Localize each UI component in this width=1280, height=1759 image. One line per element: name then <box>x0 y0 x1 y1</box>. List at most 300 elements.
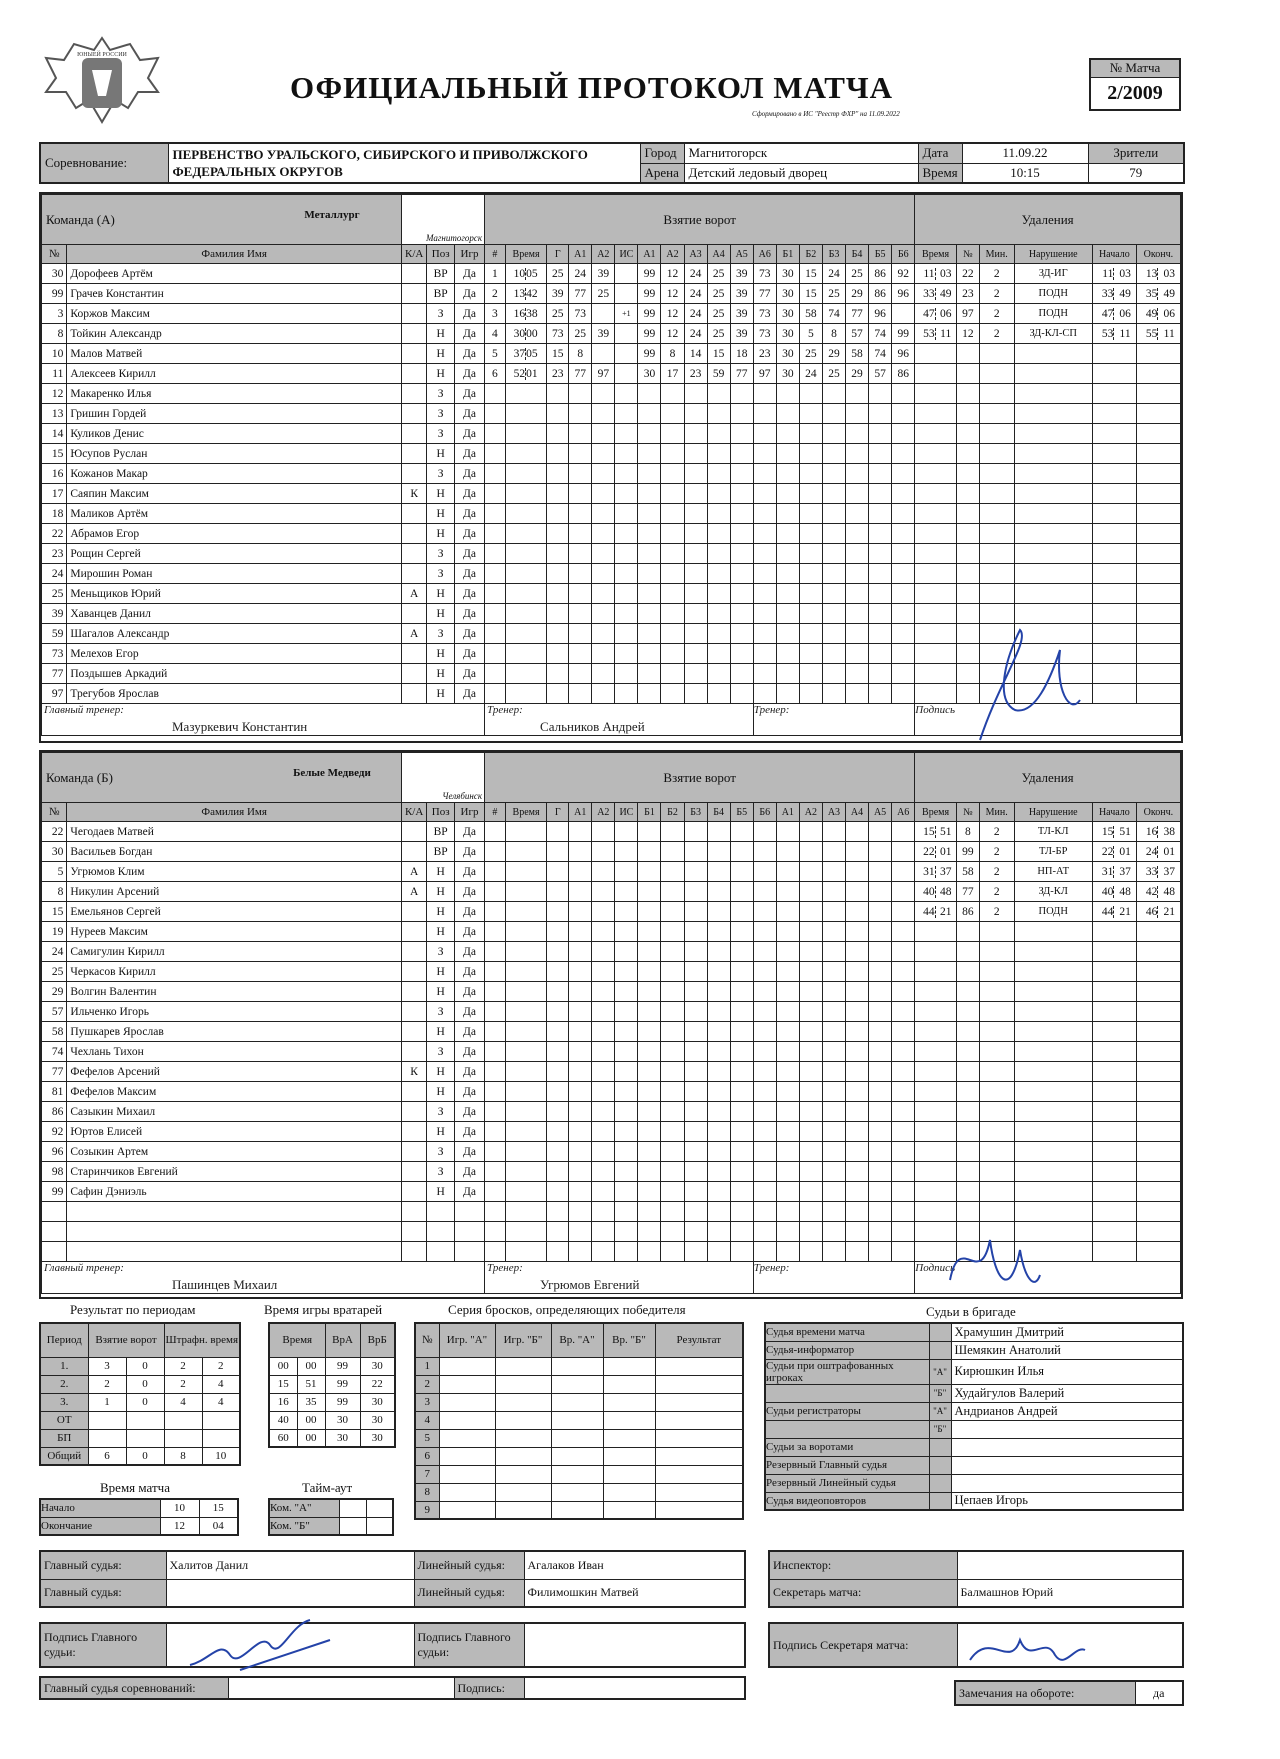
shootout-cell <box>655 1393 743 1411</box>
team_a-goal-empty <box>485 664 506 684</box>
team_b-goal-empty <box>684 1062 707 1082</box>
team_b-player-igr: Да <box>455 1122 485 1142</box>
team_a-goal-empty <box>485 684 506 704</box>
team_a-pen-empty <box>1014 484 1092 504</box>
team_b-goal-empty <box>569 1042 592 1062</box>
logo-text: ЮНЫЕЙ РОССИИ <box>77 52 127 58</box>
team_a-player-name: Хаванцев Данил <box>67 604 402 624</box>
team_a-goal-empty <box>485 624 506 644</box>
team_a-goal-empty <box>684 404 707 424</box>
team_b-player-pos: З <box>427 1042 455 1062</box>
team_a-pen-empty <box>1092 364 1136 384</box>
team_a-goal-empty <box>569 564 592 584</box>
team_a-goal-empty <box>753 664 776 684</box>
team_b-goal-empty <box>776 882 799 902</box>
team_b-goal-empty <box>707 922 730 942</box>
brigade-side: "Б" <box>929 1384 951 1402</box>
team_a-goal-empty <box>869 504 892 524</box>
team_b-goal-empty <box>730 1042 753 1062</box>
team_a-player-name: Малов Матвей <box>67 344 402 364</box>
team_a-player-igr: Да <box>455 384 485 404</box>
team_a-goal-empty <box>547 644 569 664</box>
team_b-player-pos: ВР <box>427 842 455 862</box>
team_a-player-num: 97 <box>42 684 67 704</box>
team_a-goal-empty <box>638 464 661 484</box>
team_a-goal-empty <box>799 484 822 504</box>
team_b-goal-empty <box>776 1202 799 1222</box>
team_a-player-name: Абрамов Егор <box>67 524 402 544</box>
team_b-player-name: Ильченко Игорь <box>67 1002 402 1022</box>
team_b-player-name <box>67 1222 402 1242</box>
team_b-goal-empty <box>684 1102 707 1122</box>
team_a-player-ka: А <box>401 624 426 644</box>
brigade-role: Судья-информатор <box>765 1341 929 1359</box>
time-value: 10:15 <box>962 163 1088 183</box>
team_a-goal-empty <box>592 464 615 484</box>
periods-title: Результат по периодам <box>70 1302 196 1317</box>
team_b-goal-empty <box>799 922 822 942</box>
team_b-goal-empty <box>799 1142 822 1162</box>
period-cell: 3. <box>40 1393 88 1411</box>
team_b-goal-empty <box>799 1162 822 1182</box>
team_b-player-num: 96 <box>42 1142 67 1162</box>
team_b-player-name: Фефелов Максим <box>67 1082 402 1102</box>
team_b-goal-empty <box>661 1042 684 1062</box>
team_a-goal-val: 96 <box>892 284 915 304</box>
team_a-player-ka <box>401 504 426 524</box>
team_a-player-name: Коржов Максим <box>67 304 402 324</box>
team_b-player-ka <box>401 982 426 1002</box>
team_b-goal-empty <box>638 1082 661 1102</box>
brigade-name: Шемякин Анатолий <box>951 1341 1183 1359</box>
team_b-goal-empty <box>615 882 638 902</box>
team_b-goal-empty <box>505 922 547 942</box>
team_b-goal-empty <box>869 1002 892 1022</box>
team_b-player-igr: Да <box>455 942 485 962</box>
team_a-player-pos: Н <box>427 344 455 364</box>
team_b-pen-empty <box>1014 922 1092 942</box>
team_b-col-pos: Поз <box>427 803 455 822</box>
match-time-title: Время матча <box>100 1480 170 1495</box>
team_b-goal-empty <box>707 1182 730 1202</box>
team_a-goal-empty <box>730 564 753 584</box>
team_a-goal-empty <box>615 444 638 464</box>
team_a-goal-empty <box>684 484 707 504</box>
team_b-goal-empty <box>892 822 915 842</box>
team_a-pen-empty <box>1092 344 1136 364</box>
team_a-goal-empty <box>485 644 506 664</box>
brigade-role: Судьи при оштрафованных игроках <box>765 1359 929 1384</box>
team_a-goal-empty <box>485 604 506 624</box>
team_a-pen-empty <box>915 504 957 524</box>
team_b-goal-empty <box>707 1102 730 1122</box>
team_a-pen-empty <box>1092 504 1136 524</box>
team_b-pen-empty <box>915 1162 957 1182</box>
team_a-goal-empty <box>505 384 547 404</box>
team_a-pen-reason: ПОДН <box>1014 304 1092 324</box>
team_a-goal-empty <box>615 484 638 504</box>
team_b-pen-time: 31 37 <box>915 862 957 882</box>
team_b-player-num: 15 <box>42 902 67 922</box>
brigade-role: Судьи за воротами <box>765 1438 929 1456</box>
team_b-goal-empty <box>730 822 753 842</box>
team_b-pen-end: 24 01 <box>1136 842 1180 862</box>
team_a-player-ka <box>401 284 426 304</box>
team_b-player-pos: Н <box>427 1022 455 1042</box>
team_b-pen-empty <box>1014 1142 1092 1162</box>
team_a-goal-empty <box>869 624 892 644</box>
period-cell <box>164 1411 202 1429</box>
brigade-side <box>929 1456 951 1474</box>
remarks-value: да <box>1135 1681 1183 1705</box>
team_a-goal-empty <box>822 624 845 644</box>
team_b-goal-empty <box>661 942 684 962</box>
shootout-cell <box>495 1501 551 1519</box>
team_b-goal-empty <box>569 1242 592 1262</box>
team_a-goal-empty <box>505 684 547 704</box>
team_a-goal-empty <box>799 584 822 604</box>
team_a-goal-empty <box>684 564 707 584</box>
team_a-goal-val: 24 <box>799 364 822 384</box>
team_a-player-name: Маликов Артём <box>67 504 402 524</box>
team_a-goal-empty <box>569 684 592 704</box>
team_b-pen-start: 44 21 <box>1092 902 1136 922</box>
team_b-pen-empty <box>1092 1102 1136 1122</box>
team_a-goal-empty <box>569 624 592 644</box>
team_a-goal-empty <box>592 524 615 544</box>
team_b-player-igr: Да <box>455 902 485 922</box>
team_b-goal-empty <box>892 1062 915 1082</box>
goalie-cell: 30 <box>360 1411 395 1429</box>
referee-label: Главный судья: <box>40 1551 166 1579</box>
team_b-goal-empty <box>592 1222 615 1242</box>
shootout-cell <box>495 1483 551 1501</box>
brigade-name: Андрианов Андрей <box>951 1402 1183 1420</box>
team_a-pen-num: 23 <box>956 284 979 304</box>
brigade-name: Худайгулов Валерий <box>951 1384 1183 1402</box>
team_a-goal-empty <box>730 584 753 604</box>
team_a-goal-empty <box>753 404 776 424</box>
team_a-goal-empty <box>684 544 707 564</box>
goalie-col-time: Время <box>269 1323 325 1357</box>
team_b-pen-col-4: Начало <box>1092 803 1136 822</box>
team_a-goal-val: 8 <box>661 344 684 364</box>
team_b-goal-empty <box>869 1142 892 1162</box>
team_b-pen-min: 2 <box>979 862 1014 882</box>
shootout-cell <box>551 1483 603 1501</box>
team_a-pen-empty <box>979 404 1014 424</box>
team_b-goal-empty <box>799 942 822 962</box>
team_a-player-ka <box>401 644 426 664</box>
team_a-goal-empty <box>822 424 845 444</box>
team_b-goal-empty <box>684 1122 707 1142</box>
remarks-row <box>954 1680 1184 1706</box>
team_a-goal-empty <box>505 584 547 604</box>
team_a-goal-empty <box>505 624 547 644</box>
date-label: Дата <box>918 143 962 163</box>
team_a-pen-empty <box>1014 384 1092 404</box>
brigade-name: Кирюшкин Илья <box>951 1359 1183 1384</box>
team_b-goal-empty <box>822 822 845 842</box>
team_b-goal-empty <box>776 982 799 1002</box>
team_b-goal-empty <box>638 1142 661 1162</box>
team_b-goal-empty <box>485 982 506 1002</box>
team_b-goal-empty <box>707 882 730 902</box>
team_b-goal-empty <box>776 1142 799 1162</box>
team_b-player-ka <box>401 1002 426 1022</box>
timeout-title: Тайм-аут <box>302 1480 353 1495</box>
team_b-pen-empty <box>979 1062 1014 1082</box>
team_b-player-ka <box>401 1162 426 1182</box>
team_b-pen-empty <box>915 1122 957 1142</box>
secretary-value: Балмашнов Юрий <box>957 1579 1183 1607</box>
team_b-goal-empty <box>547 882 569 902</box>
team_a-goal-val: 74 <box>869 344 892 364</box>
brigade-side <box>929 1492 951 1510</box>
team_b-pen-min: 2 <box>979 882 1014 902</box>
team_b-pen-empty <box>1014 982 1092 1002</box>
team_b-goal-empty <box>776 1162 799 1182</box>
team_b-goal-empty <box>485 1202 506 1222</box>
match-number-box <box>1089 58 1181 111</box>
shootout-cell <box>439 1411 495 1429</box>
team_a-pen-empty <box>979 584 1014 604</box>
team_a-goal-empty <box>869 464 892 484</box>
shootout-cell <box>655 1447 743 1465</box>
team_b-goal-empty <box>845 902 868 922</box>
team_a-goal-empty <box>547 664 569 684</box>
team_b-goal-empty <box>776 822 799 842</box>
team_b-goal-empty <box>845 1222 868 1242</box>
team_a-pen-empty <box>1136 444 1180 464</box>
brigade-role: Резервный Главный судья <box>765 1456 929 1474</box>
team_b-pen-empty <box>1092 982 1136 1002</box>
team_a-player-name: Куликов Денис <box>67 424 402 444</box>
team_a-player-igr: Да <box>455 644 485 664</box>
team_a-goal-empty <box>845 384 868 404</box>
remarks-label: Замечания на обороте: <box>955 1681 1135 1705</box>
team_b-goal-empty <box>505 1142 547 1162</box>
team_a-col-pos: Поз <box>427 245 455 264</box>
team_b-goal-empty <box>869 1062 892 1082</box>
team_b-player-igr: Да <box>455 1022 485 1042</box>
team_a-goal-empty <box>776 584 799 604</box>
team_b-goal-empty <box>638 1242 661 1262</box>
team_b-goal-empty <box>684 922 707 942</box>
team_a-goal-val: 86 <box>869 284 892 304</box>
team_b-pen-empty <box>979 1042 1014 1062</box>
team_a-goal-empty <box>485 484 506 504</box>
team_b-goal-empty <box>707 942 730 962</box>
team_a-goal-empty <box>730 544 753 564</box>
goalie-cell: 30 <box>360 1357 395 1375</box>
team_b-goal-empty <box>869 1022 892 1042</box>
team_b-goal-empty <box>638 1042 661 1062</box>
team_b-goal-empty <box>592 1002 615 1022</box>
team_b-goal-empty <box>547 902 569 922</box>
team_a-goal-val: 24 <box>684 264 707 284</box>
team_b-pen-empty <box>956 962 979 982</box>
team_a-goal-empty <box>845 404 868 424</box>
team_a-goal-empty <box>684 604 707 624</box>
team_a-pen-start: 53 11 <box>1092 324 1136 344</box>
team_b-pen-empty <box>979 982 1014 1002</box>
team_a-pen-empty <box>1136 524 1180 544</box>
team_a-goal-empty <box>638 444 661 464</box>
team_a-goal-val: 77 <box>730 364 753 384</box>
team_b-goal-empty <box>638 982 661 1002</box>
team_a-pen-min: 2 <box>979 264 1014 284</box>
team_a-pen-empty <box>1014 424 1092 444</box>
team_a-goal-empty <box>845 504 868 524</box>
team_b-pen-empty <box>1092 1022 1136 1042</box>
team_b-player-num <box>42 1202 67 1222</box>
team_a-goal-val: 12 <box>661 304 684 324</box>
team_a-city: Магнитогорск <box>425 233 483 243</box>
team_a-goal-empty <box>730 624 753 644</box>
team_a-pen-empty <box>956 584 979 604</box>
referee-2 <box>166 1579 414 1607</box>
team_a-player-num: 13 <box>42 404 67 424</box>
team_a-goal-val: 77 <box>845 304 868 324</box>
team_a-goal-empty <box>638 524 661 544</box>
team_a-pen-col-3: Нарушение <box>1014 245 1092 264</box>
arena-value: Детский ледовый дворец <box>684 163 918 183</box>
team_a-goal-empty <box>845 444 868 464</box>
team_a-goal-val: 30 <box>776 284 799 304</box>
team_a-goal-empty <box>822 464 845 484</box>
team_b-goal-empty <box>505 1042 547 1062</box>
team_b-player-ka <box>401 1042 426 1062</box>
shootout-col-5: Результат <box>655 1323 743 1357</box>
team_b-goal-empty <box>638 1022 661 1042</box>
team_a-pen-time: 47 06 <box>915 304 957 324</box>
team_b-goal-empty <box>845 1202 868 1222</box>
team_a-goal-empty <box>707 564 730 584</box>
team_a-goal-empty <box>615 424 638 444</box>
team_a-pen-empty <box>956 464 979 484</box>
team_b-goal-empty <box>485 1182 506 1202</box>
team_a-pen-empty <box>1136 504 1180 524</box>
shootout-col-4: Вр. "Б" <box>603 1323 655 1357</box>
shootout-cell <box>655 1501 743 1519</box>
team_a-goal-empty <box>869 684 892 704</box>
team_a-goal-val: 25 <box>799 344 822 364</box>
team_a-goal-val: 97 <box>753 364 776 384</box>
team_a-player-num: 15 <box>42 444 67 464</box>
team_b-pen-empty <box>1092 1042 1136 1062</box>
goalie-cell: 51 <box>297 1375 325 1393</box>
team_b-goal-empty <box>869 1222 892 1242</box>
team_b-goal-empty <box>730 1202 753 1222</box>
team_a-pen-num: 97 <box>956 304 979 324</box>
team_a-goal-val: 39 <box>730 324 753 344</box>
period-cell: 2 <box>88 1375 126 1393</box>
period-cell: ОТ <box>40 1411 88 1429</box>
team_a-pen-empty <box>915 664 957 684</box>
team_a-pen-empty <box>1136 484 1180 504</box>
brigade-name: Цепаев Игорь <box>951 1492 1183 1510</box>
team_a-goal-val: 39 <box>547 284 569 304</box>
team_a-player-name: Тойкин Александр <box>67 324 402 344</box>
team_a-goal-val: 15 <box>799 264 822 284</box>
team_b-goal-empty <box>592 822 615 842</box>
team_b-goal-empty <box>661 842 684 862</box>
team_b-pen-empty <box>1092 1242 1136 1262</box>
team_a-goal-empty <box>615 504 638 524</box>
team_b-goal-empty <box>753 822 776 842</box>
team_b-pen-empty <box>979 1082 1014 1102</box>
team_b-goal-empty <box>776 842 799 862</box>
team_b-goal-empty <box>799 862 822 882</box>
team_b-goal-empty <box>505 882 547 902</box>
team_a-goal-empty <box>776 564 799 584</box>
team_b-goal-empty <box>707 842 730 862</box>
team_b-pen-reason: ТЛ-БР <box>1014 842 1092 862</box>
team_b-goal-empty <box>661 1222 684 1242</box>
team_b-goal-empty <box>753 1162 776 1182</box>
team_a-goal-empty <box>485 404 506 424</box>
team_a-pen-end: 35 49 <box>1136 284 1180 304</box>
team_b-goal-empty <box>869 822 892 842</box>
team_b-pen-empty <box>956 1022 979 1042</box>
team_a-goal-empty <box>892 384 915 404</box>
team_a-goal-min: 1342 <box>505 284 547 304</box>
team_b-goal-empty <box>869 962 892 982</box>
team_a-goal-val: 30 <box>776 264 799 284</box>
team_a-goal-empty <box>547 384 569 404</box>
team_a-goal-min: 3705 <box>505 344 547 364</box>
team_b-goal-empty <box>845 922 868 942</box>
period-cell: 0 <box>126 1447 164 1465</box>
team_b-pen-empty <box>979 1182 1014 1202</box>
team_a-player-name: Меньщиков Юрий <box>67 584 402 604</box>
team_a-pen-empty <box>956 504 979 524</box>
team_a-goal-empty <box>661 444 684 464</box>
team_a-goal-empty <box>707 504 730 524</box>
team_a-pen-start: 47 06 <box>1092 304 1136 324</box>
team_b-goal-empty <box>822 942 845 962</box>
team_b-pen-empty <box>956 982 979 1002</box>
team_b-goal-empty <box>569 1162 592 1182</box>
team_a-pen-empty <box>1014 564 1092 584</box>
team_b-player-pos: З <box>427 1002 455 1022</box>
team_b-goal-empty <box>799 1062 822 1082</box>
team_b-pen-time: 15 51 <box>915 822 957 842</box>
team_b-player-name: Созыкин Артем <box>67 1142 402 1162</box>
team_b-pen-empty <box>1136 942 1180 962</box>
team_b-goal-empty <box>845 982 868 1002</box>
team_a-goal-empty <box>730 404 753 424</box>
team_b-goal-empty <box>569 902 592 922</box>
team_b-player-name: Чехлань Тихон <box>67 1042 402 1062</box>
team_b-goal-empty <box>869 902 892 922</box>
team_a-goal-empty <box>776 424 799 444</box>
team_b-goal-empty <box>569 1222 592 1242</box>
team_a-goal-val: 25 <box>707 304 730 324</box>
team_a-player-num: 8 <box>42 324 67 344</box>
team_a-pen-col-0: Время <box>915 245 957 264</box>
team_b-goal-empty <box>684 962 707 982</box>
team_a-goal-empty <box>615 604 638 624</box>
brigade-side: "А" <box>929 1402 951 1420</box>
team_b-player-ka <box>401 1142 426 1162</box>
team_a-goal-val: 73 <box>753 324 776 344</box>
team_a-goal-is <box>615 284 638 304</box>
team_b-goal-empty <box>799 882 822 902</box>
team_b-goal-empty <box>892 1242 915 1262</box>
team_a-player-pos: Н <box>427 324 455 344</box>
